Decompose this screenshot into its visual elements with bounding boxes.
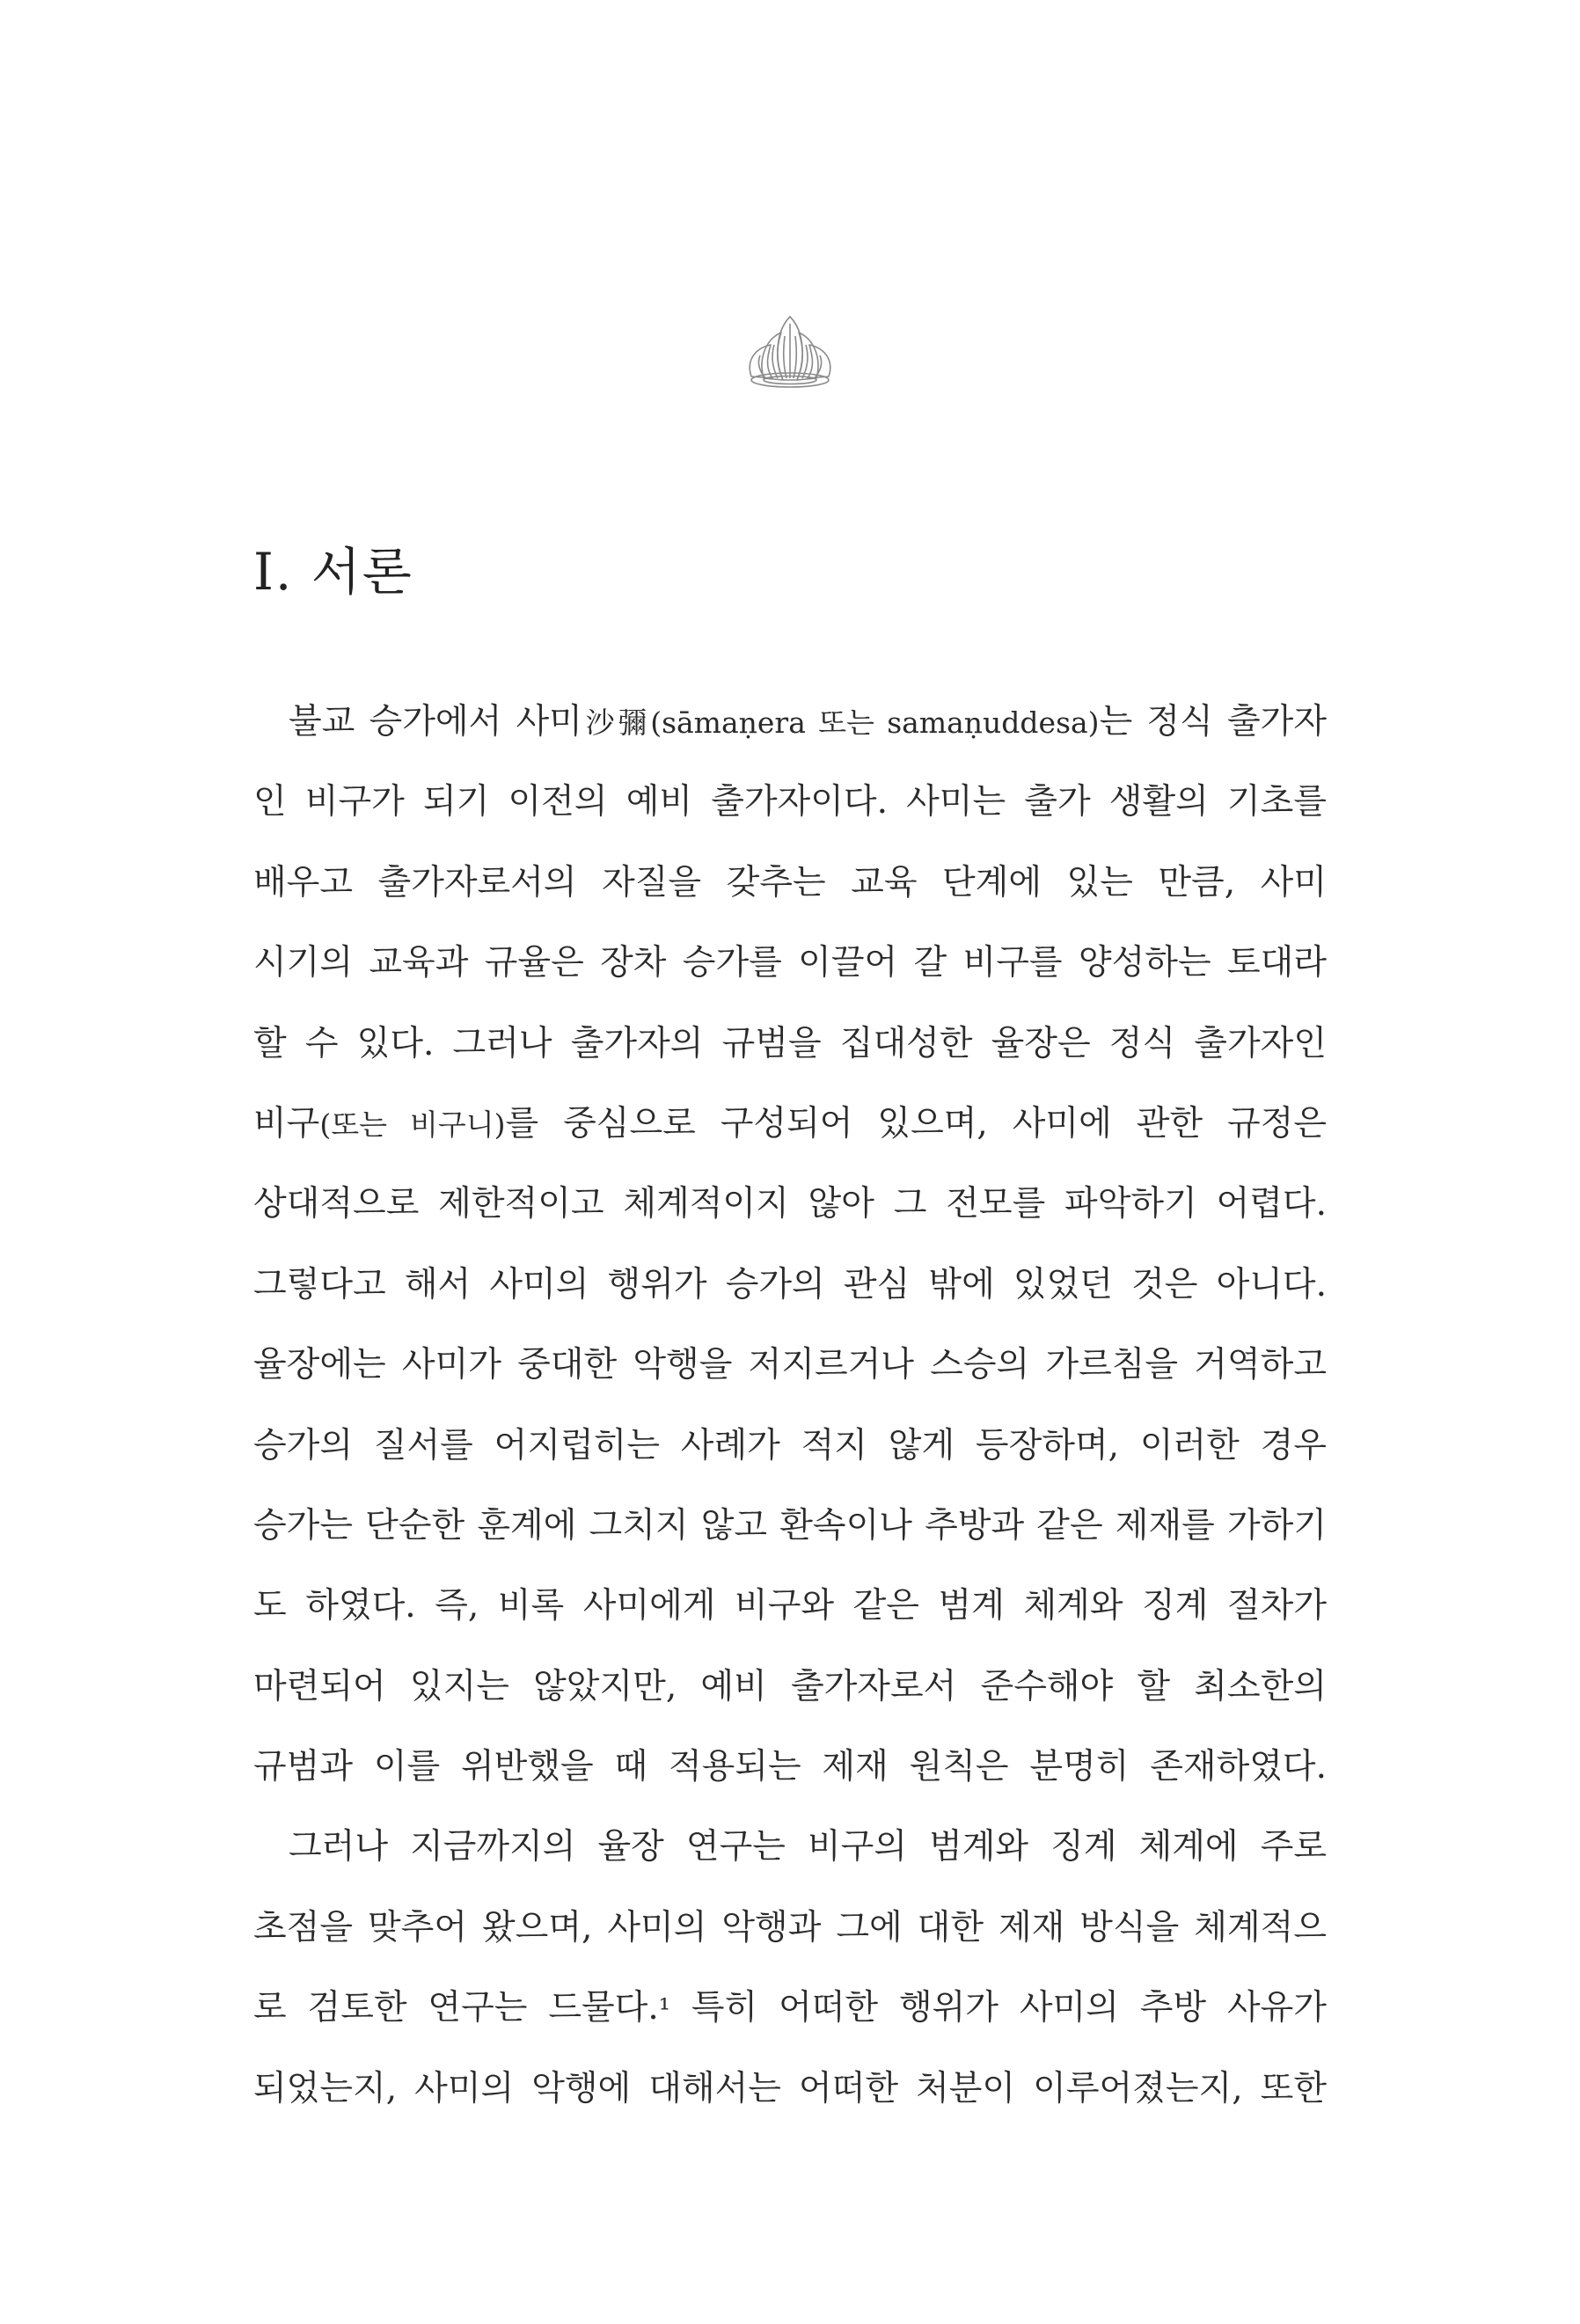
paragraph-line [253, 1164, 1327, 1244]
paragraph-line [253, 1084, 1327, 1164]
text-run: 상대적으로 제한적이고 체계적이지 않아 그 전모를 파악하기 어렵다. [253, 1184, 1327, 1224]
text-run: 율장에는 사미가 중대한 악행을 저지르거나 스승의 가르침을 거역하고 [253, 1345, 1327, 1385]
paragraph-line [253, 1888, 1327, 1968]
text-run: 규범과 이를 위반했을 때 적용되는 제재 원칙은 분명히 존재하였다. [253, 1747, 1327, 1787]
text-run: 마련되어 있지는 않았지만, 예비 출가자로서 준수해야 할 최소한의 [253, 1666, 1327, 1706]
text-run: 그러나 지금까지의 율장 연구는 비구의 범계와 징계 체계에 주로 [289, 1827, 1327, 1867]
paragraph-line [253, 1566, 1327, 1646]
paragraph-line [253, 923, 1327, 1003]
text-run: 초점을 맞추어 왔으며, 사미의 악행과 그에 대한 제재 방식을 체계적으 [253, 1907, 1327, 1948]
text-run: 불교 승가에서 사미 [289, 702, 582, 742]
text-run: 그렇다고 해서 사미의 행위가 승가의 관심 밖에 있었던 것은 아니다. [253, 1264, 1327, 1305]
text-run: 비구 [253, 1103, 320, 1144]
text-run: 승가의 질서를 어지럽히는 사례가 적지 않게 등장하며, 이러한 경우 [253, 1425, 1327, 1465]
text-run: 시기의 교육과 규율은 장차 승가를 이끌어 갈 비구를 양성하는 토대라 [253, 943, 1327, 983]
paragraph-line [253, 2049, 1327, 2129]
text-run: 를 중심으로 구성되어 있으며, 사미에 관한 규정은 [505, 1103, 1327, 1144]
paragraph-line [253, 1486, 1327, 1566]
paragraph-first-line [253, 1807, 1327, 1887]
paragraph-line [253, 1325, 1327, 1405]
text-run: 특히 어떠한 행위가 사미의 추방 사유가 [669, 1988, 1327, 2028]
inline-annotation: (또는 비구니) [319, 1107, 506, 1142]
text-run: 도 하였다. 즉, 비록 사미에게 비구와 같은 범계 체계와 징계 절차가 [253, 1586, 1327, 1626]
paragraph-line [253, 1727, 1327, 1807]
text-run: 배우고 출가자로서의 자질을 갖추는 교육 단계에 있는 만큼, 사미 [253, 862, 1327, 903]
text-run: 할 수 있다. 그러나 출가자의 규범을 집대성한 율장은 정식 출가자인 [253, 1023, 1327, 1063]
text-run: 되었는지, 사미의 악행에 대해서는 어떠한 처분이 이루어졌는지, 또한 [253, 2068, 1327, 2108]
paragraph-line [253, 762, 1327, 842]
text-run: 승가는 단순한 훈계에 그치지 않고 환속이나 추방과 같은 제재를 가하기 [253, 1505, 1327, 1546]
text-run: 는 정식 출가자 [1099, 702, 1327, 742]
paragraph-line [253, 1968, 1327, 2048]
lotus-icon [737, 310, 843, 391]
section-title: Ⅰ. 서론 [253, 542, 413, 602]
body-text [253, 682, 1327, 2129]
paragraph-line [253, 1245, 1327, 1325]
inline-annotation: ¹ [658, 1991, 670, 2027]
paragraph-line [253, 1406, 1327, 1486]
paragraph-first-line [253, 682, 1327, 762]
text-run: 인 비구가 되기 이전의 예비 출가자이다. 사미는 출가 생활의 기초를 [253, 782, 1327, 822]
paragraph-line [253, 1004, 1327, 1084]
paragraph-line [253, 843, 1327, 923]
inline-annotation: 沙彌(sāmaṇera 또는 samaṇuddesa) [582, 705, 1100, 740]
text-run: 로 검토한 연구는 드물다. [253, 1988, 659, 2028]
paragraph-line [253, 1647, 1327, 1727]
